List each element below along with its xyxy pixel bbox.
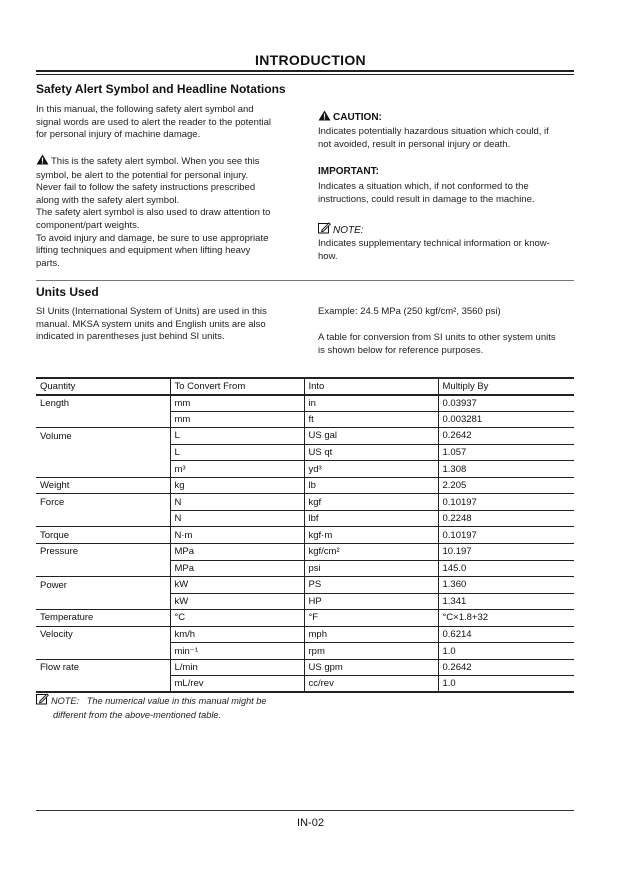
from-unit-cell: km/h [170,626,304,643]
quantity-cell [36,461,170,478]
from-unit-cell: mm [170,411,304,428]
table-intro: A table for conversion from SI units to other system units is shown below for reference purposes. [318,332,556,356]
factor-cell: °C×1.8+32 [438,610,574,627]
table-row [36,676,574,693]
quantity-cell: Length [36,395,170,412]
section-divider [36,280,574,281]
footer-rule [36,810,574,811]
into-unit-cell: in [304,395,438,412]
from-unit-cell: N [170,494,304,511]
from-unit-cell: m³ [170,461,304,478]
table-row [36,543,574,560]
factor-cell: 145.0 [438,560,574,577]
quantity-cell [36,676,170,693]
table-row [36,411,574,428]
column-header: Multiply By [438,378,574,395]
quantity-cell: Power [36,577,170,594]
units-heading: Units Used [36,285,99,299]
from-unit-cell: mL/rev [170,676,304,693]
from-unit-cell: kW [170,577,304,594]
factor-cell: 1.341 [438,593,574,610]
from-unit-cell: MPa [170,560,304,577]
into-unit-cell: ft [304,411,438,428]
into-unit-cell: PS [304,577,438,594]
caution-label: CAUTION: [318,110,382,124]
table-row [36,610,574,627]
from-unit-cell: L/min [170,659,304,676]
table-row [36,527,574,544]
warning-triangle-icon [36,154,49,170]
quantity-cell [36,510,170,527]
page-title: INTRODUCTION [255,52,366,68]
safety-heading: Safety Alert Symbol and Headline Notations [36,82,286,96]
into-unit-cell: US gpm [304,659,438,676]
safety-symbol-text: This is the safety alert symbol. When you see this symbol, be alert to the potential for personal injury. Never fail to follow the safety instructions prescribed along with the safety alert symbol. The safety alert symbol is also used to draw attention to component/part weights. To avoid injury and damage, be sure to use appropriate lifting techniques and equipment when lifting heavy parts. [36,156,271,269]
from-unit-cell: mm [170,395,304,412]
from-unit-cell: N·m [170,527,304,544]
quantity-cell [36,411,170,428]
note-text: Indicates supplementary technical information or know- how. [318,238,550,262]
page-number: IN-02 [297,817,324,829]
quantity-cell: Force [36,494,170,511]
table-row [36,593,574,610]
factor-cell: 1.308 [438,461,574,478]
factor-cell: 1.0 [438,643,574,660]
caution-text: Indicates potentially hazardous situation which could, if not avoided, result in personal injury or death. [318,126,549,150]
from-unit-cell: kg [170,477,304,494]
quantity-cell: Velocity [36,626,170,643]
from-unit-cell: N [170,510,304,527]
table-row [36,477,574,494]
from-unit-cell: min⁻¹ [170,643,304,660]
header-rule [36,70,574,72]
table-row [36,444,574,461]
note-label: NOTE: [318,222,364,237]
header-rule-thin [36,74,574,75]
table-row [36,643,574,660]
safety-intro: In this manual, the following safety alert symbol and signal words are used to alert the reader to the potential for personal injury of machine damage. [36,104,272,141]
into-unit-cell: yd³ [304,461,438,478]
into-unit-cell: mph [304,626,438,643]
factor-cell: 0.10197 [438,527,574,544]
into-unit-cell: US gal [304,428,438,445]
quantity-cell [36,593,170,610]
table-row [36,428,574,445]
quantity-cell: Weight [36,477,170,494]
factor-cell: 2.205 [438,477,574,494]
column-header: To Convert From [170,378,304,395]
factor-cell: 0.10197 [438,494,574,511]
table-row [36,510,574,527]
column-header: Quantity [36,378,170,395]
factor-cell: 1.057 [438,444,574,461]
into-unit-cell: HP [304,593,438,610]
factor-cell: 1.0 [438,676,574,693]
table-header-row [36,378,574,395]
table-row [36,626,574,643]
quantity-cell [36,444,170,461]
table-row [36,577,574,594]
quantity-cell: Torque [36,527,170,544]
into-unit-cell: cc/rev [304,676,438,693]
factor-cell: 0.2642 [438,428,574,445]
from-unit-cell: kW [170,593,304,610]
warning-triangle-icon [318,110,331,124]
important-label: IMPORTANT: [318,166,379,177]
into-unit-cell: °F [304,610,438,627]
important-text: Indicates a situation which, if not conformed to the instructions, could result in damage to the machine. [318,181,535,205]
table-row [36,659,574,676]
into-unit-cell: US qt [304,444,438,461]
into-unit-cell: lb [304,477,438,494]
quantity-cell [36,560,170,577]
into-unit-cell: rpm [304,643,438,660]
into-unit-cell: kgf [304,494,438,511]
table-note: NOTE: The numerical value in this manual might be different from the above-mentioned table. [36,693,267,721]
quantity-cell: Volume [36,428,170,445]
factor-cell: 0.003281 [438,411,574,428]
into-unit-cell: kgf·m [304,527,438,544]
factor-cell: 10.197 [438,543,574,560]
from-unit-cell: L [170,444,304,461]
conversion-table [36,377,574,693]
column-header: Into [304,378,438,395]
into-unit-cell: kgf/cm² [304,543,438,560]
table-row [36,461,574,478]
into-unit-cell: psi [304,560,438,577]
factor-cell: 1.360 [438,577,574,594]
pencil-note-icon [36,693,49,709]
quantity-cell: Temperature [36,610,170,627]
table-row [36,560,574,577]
table-row [36,395,574,412]
quantity-cell: Pressure [36,543,170,560]
from-unit-cell: L [170,428,304,445]
factor-cell: 0.2248 [438,510,574,527]
quantity-cell: Flow rate [36,659,170,676]
table-row [36,494,574,511]
quantity-cell [36,643,170,660]
from-unit-cell: °C [170,610,304,627]
into-unit-cell: lbf [304,510,438,527]
units-example: Example: 24.5 MPa (250 kgf/cm², 3560 psi) [318,306,501,317]
pencil-note-icon [318,222,331,237]
factor-cell: 0.6214 [438,626,574,643]
from-unit-cell: MPa [170,543,304,560]
factor-cell: 0.03937 [438,395,574,412]
units-text: SI Units (International System of Units) are used in this manual. MKSA system units and English units are also indicated in parentheses just behind SI units. [36,306,267,343]
factor-cell: 0.2642 [438,659,574,676]
